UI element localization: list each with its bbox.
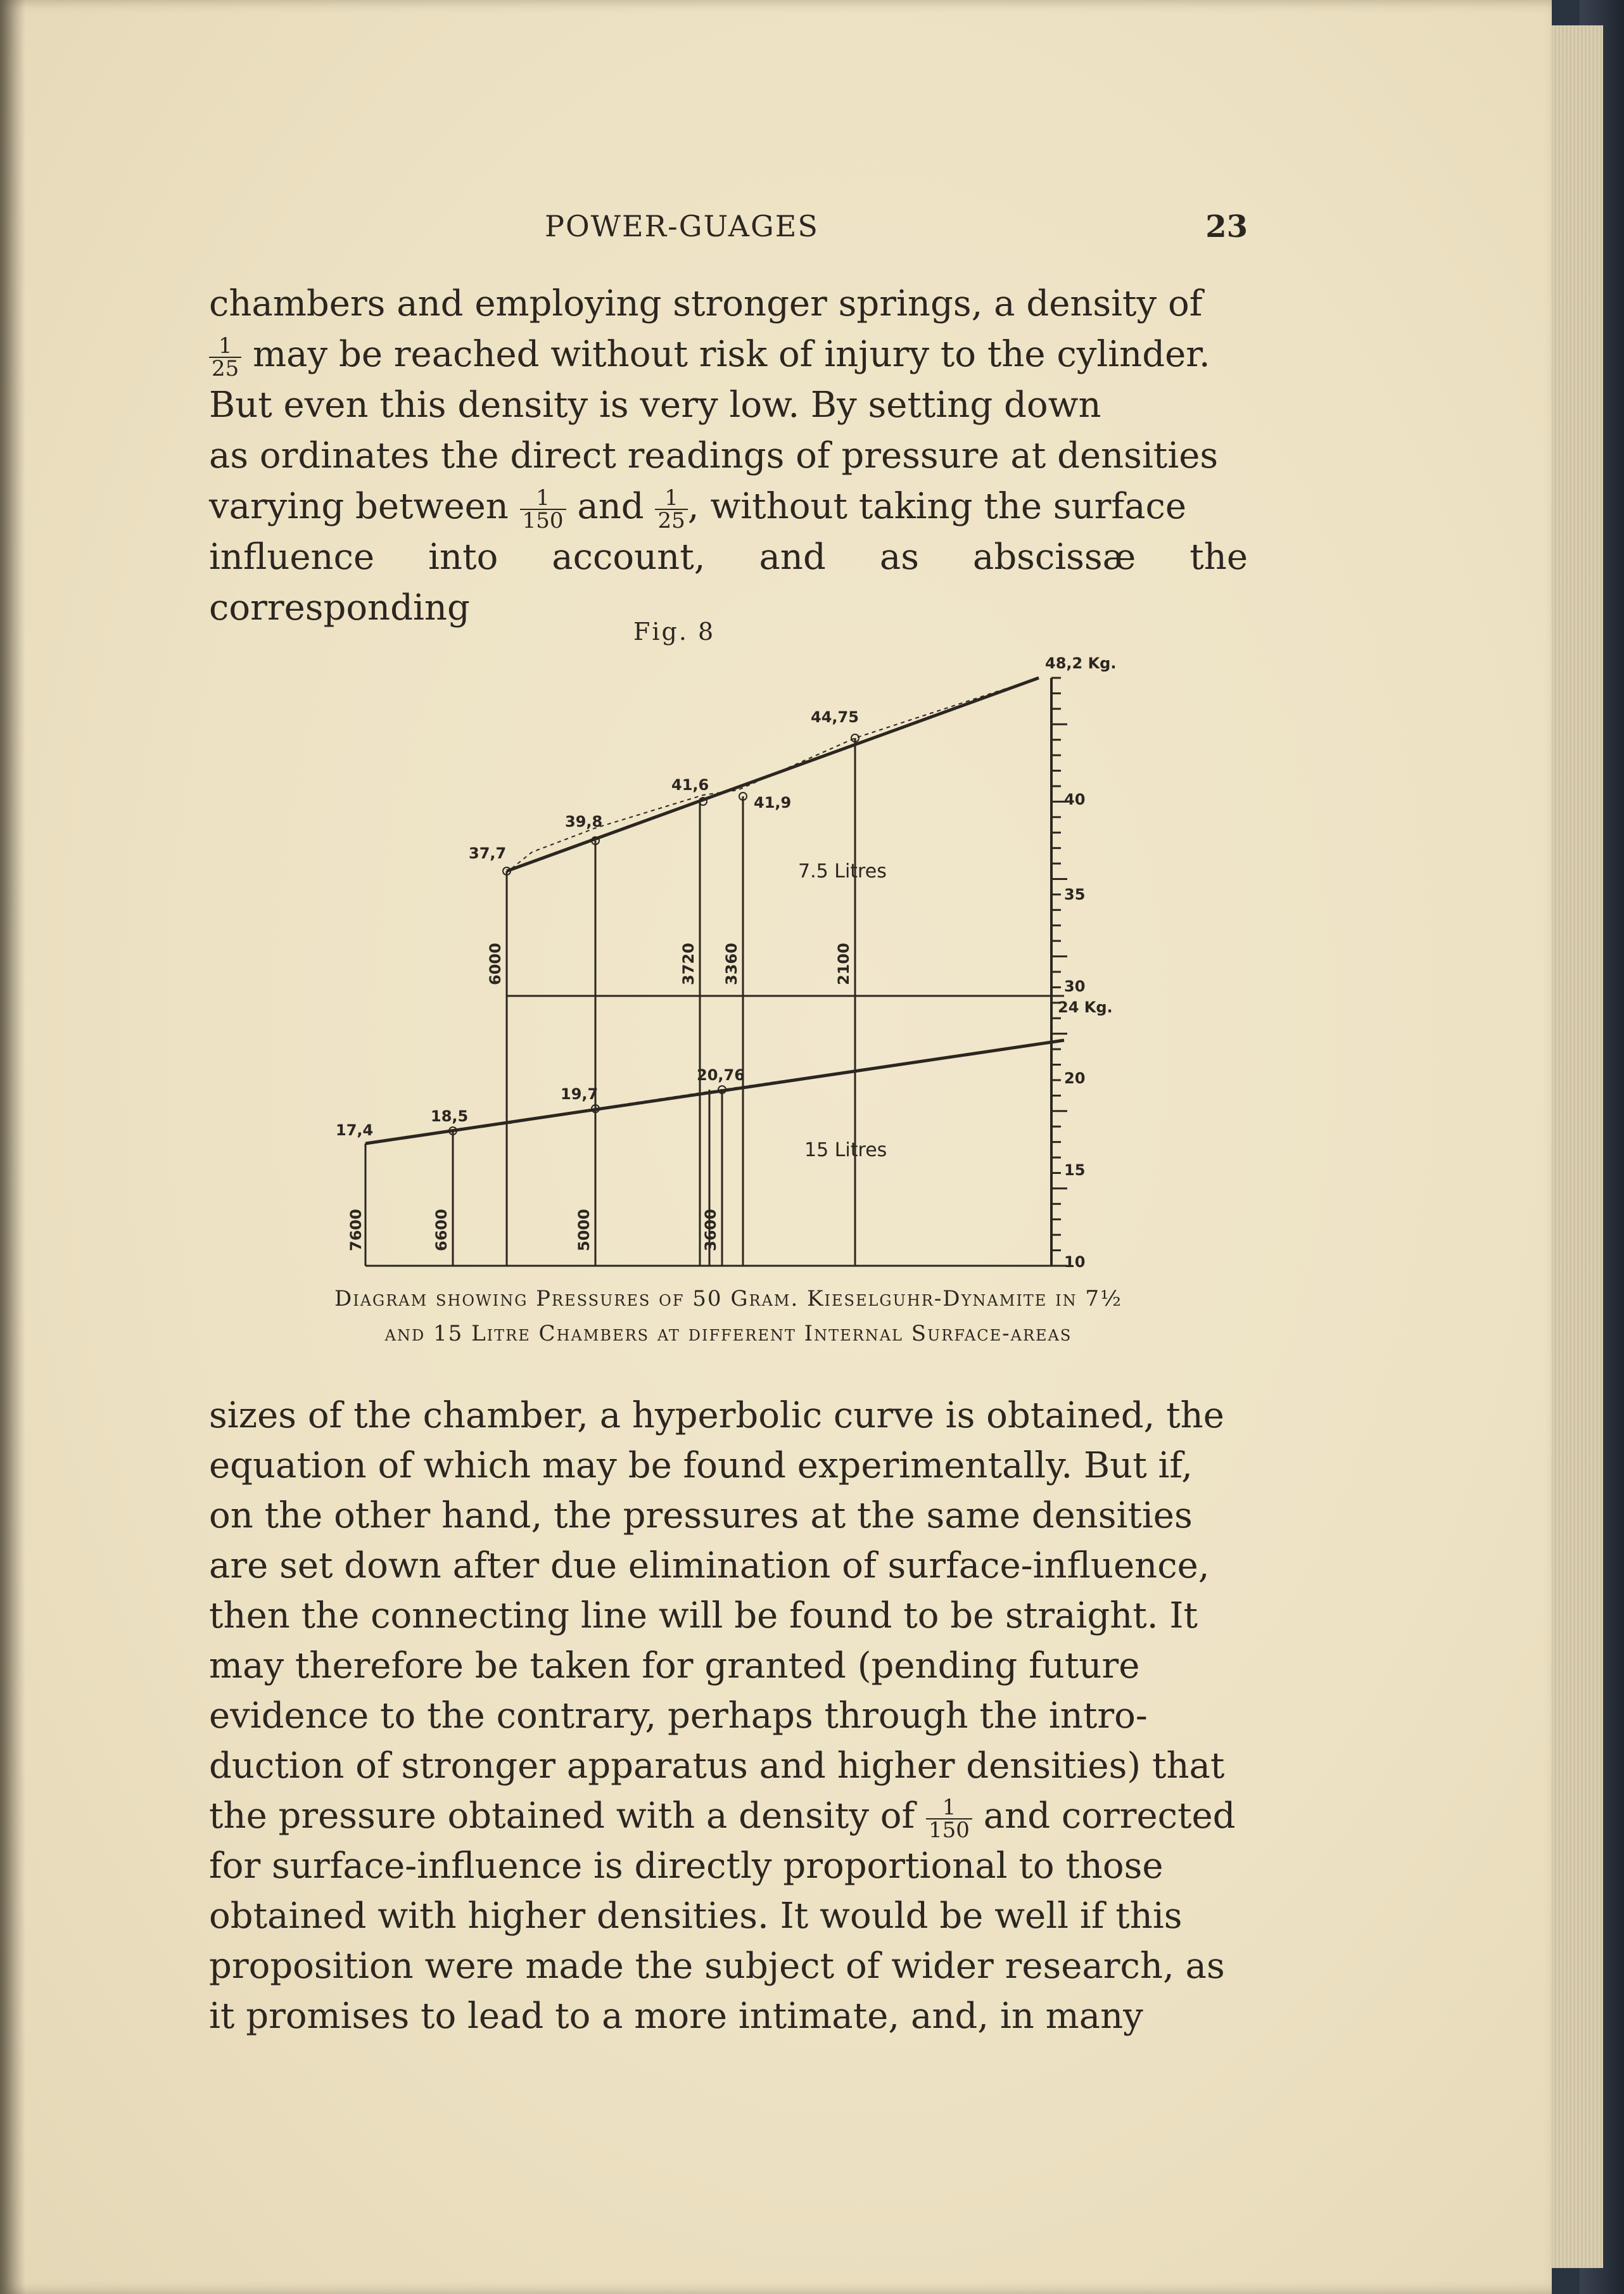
series-line-7-5-litres bbox=[507, 678, 1039, 871]
running-head bbox=[209, 209, 1248, 253]
tick-label-30: 30 bbox=[1064, 978, 1086, 995]
fraction-numerator: 1 bbox=[655, 487, 687, 510]
text-span: and bbox=[566, 486, 656, 527]
text-line: sizes of the chamber, a hyperbolic curve is obtained, the bbox=[209, 1395, 1224, 1436]
paragraph-top bbox=[209, 279, 1248, 634]
ordinate-label-3600: 3600 bbox=[702, 1209, 720, 1251]
label-37-7: 37,7 bbox=[469, 844, 507, 862]
label-24-kg: 24 Kg. bbox=[1058, 998, 1113, 1016]
label-18-5: 18,5 bbox=[431, 1107, 469, 1125]
text-line: obtained with higher densities. It would be well if this bbox=[209, 1896, 1183, 1937]
text-line: may therefore be taken for granted (pending future bbox=[209, 1645, 1140, 1686]
label-44-75: 44,75 bbox=[811, 708, 859, 726]
gutter-shadow bbox=[0, 0, 25, 2294]
text-line: on the other hand, the pressures at the same densities bbox=[209, 1495, 1193, 1536]
text-line: influence into account, and as abscissæ the corresponding bbox=[209, 537, 1248, 628]
text-span: , without taking the surface bbox=[687, 486, 1186, 527]
ordinate-label-7600: 7600 bbox=[347, 1209, 365, 1251]
text-span: varying between bbox=[209, 486, 520, 527]
tick-label-10: 10 bbox=[1064, 1253, 1086, 1270]
text-line: duction of stronger apparatus and higher densities) that bbox=[209, 1745, 1225, 1787]
tick-label-15: 15 bbox=[1064, 1161, 1086, 1179]
series-label-7-5-litres: 7.5 Litres bbox=[798, 860, 887, 883]
ordinate-label-5000: 5000 bbox=[575, 1209, 593, 1251]
page-stack-edge bbox=[1545, 25, 1603, 2268]
ordinate-label-3720: 3720 bbox=[680, 943, 697, 985]
page-number: 23 bbox=[1205, 209, 1248, 245]
series-label-15-litres: 15 Litres bbox=[804, 1139, 887, 1161]
fraction-denominator: 25 bbox=[212, 355, 239, 381]
text-line: equation of which may be found experimentally. But if, bbox=[209, 1445, 1193, 1486]
text-line: evidence to the contrary, perhaps through the intro- bbox=[209, 1695, 1148, 1736]
text-span: may be reached without risk of injury to the cylinder. bbox=[241, 334, 1210, 375]
tick-label-40: 40 bbox=[1064, 791, 1086, 808]
paragraph-bottom bbox=[209, 1391, 1248, 2041]
figure-caption-line-1: Diagram showing Pressures of 50 Gram. Kieselguhr-Dynamite in 7½ bbox=[334, 1286, 1123, 1311]
text-line: chambers and employing stronger springs, a density of bbox=[209, 283, 1203, 324]
fraction-numerator: 1 bbox=[926, 1797, 972, 1819]
ordinate-label-6000: 6000 bbox=[486, 943, 504, 985]
text-span: and corrected bbox=[972, 1795, 1236, 1837]
running-head-title: POWER-GUAGES bbox=[545, 209, 819, 243]
label-17-4: 17,4 bbox=[336, 1121, 374, 1139]
label-19-7: 19,7 bbox=[561, 1085, 599, 1103]
ordinate-label-3360: 3360 bbox=[723, 943, 740, 985]
label-41-6: 41,6 bbox=[671, 776, 709, 794]
text-line: are set down after due elimination of surface-influence, bbox=[209, 1545, 1210, 1586]
fraction-numerator: 1 bbox=[209, 335, 241, 358]
label-48-2-kg: 48,2 Kg. bbox=[1045, 654, 1117, 672]
figure-caption-line-2: and 15 Litre Chambers at different Internal Surface-areas bbox=[384, 1321, 1072, 1346]
pressure-diagram bbox=[317, 643, 1191, 1270]
text-line: as ordinates the direct readings of pressure at densities bbox=[209, 435, 1219, 476]
tick-label-35: 35 bbox=[1064, 886, 1086, 903]
fraction bbox=[655, 487, 687, 532]
text-line: But even this density is very low. By setting down bbox=[209, 385, 1101, 426]
tick-label-20: 20 bbox=[1064, 1069, 1086, 1087]
text-span: the pressure obtained with a density of bbox=[209, 1795, 927, 1837]
fraction bbox=[926, 1794, 972, 1843]
label-20-76: 20,76 bbox=[697, 1066, 745, 1084]
text-line bbox=[209, 1791, 1248, 1841]
fraction bbox=[209, 335, 241, 379]
pressure-diagram-svg bbox=[317, 643, 1191, 1270]
figure-label: Fig. 8 bbox=[633, 618, 716, 646]
text-line: then the connecting line will be found to be straight. It bbox=[209, 1595, 1198, 1636]
fraction bbox=[520, 487, 566, 532]
fraction-denominator: 150 bbox=[929, 1817, 970, 1843]
label-41-9: 41,9 bbox=[754, 794, 792, 812]
fraction-numerator: 1 bbox=[520, 487, 566, 510]
fraction-denominator: 150 bbox=[522, 507, 564, 533]
text-line: it promises to lead to a more intimate, and, in many bbox=[209, 1996, 1143, 2037]
fraction-denominator: 25 bbox=[657, 507, 685, 533]
text-line: for surface-influence is directly proportional to those bbox=[209, 1845, 1164, 1887]
ordinate-label-2100: 2100 bbox=[835, 943, 853, 985]
series-line-15-litres bbox=[365, 1040, 1064, 1144]
text-line: proposition were made the subject of wider research, as bbox=[209, 1946, 1225, 1987]
ordinate-label-6600: 6600 bbox=[433, 1209, 450, 1251]
text-line bbox=[209, 481, 1248, 532]
label-39-8: 39,8 bbox=[565, 813, 603, 831]
text-line bbox=[209, 329, 1248, 380]
